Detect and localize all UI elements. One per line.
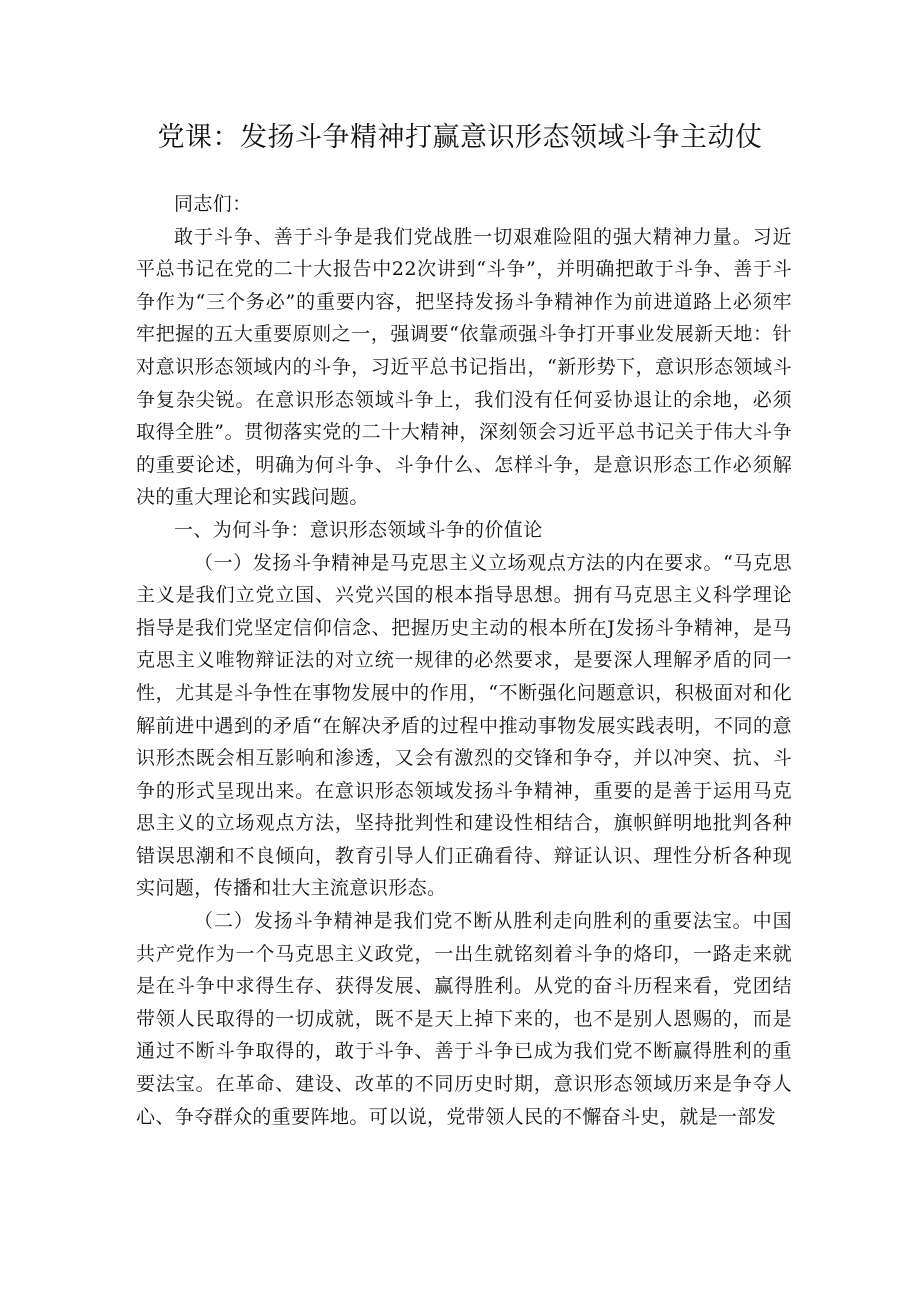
salutation: 同志们： bbox=[174, 193, 252, 215]
document-body bbox=[136, 188, 792, 1133]
paragraph-intro: 敢于斗争、善于斗争是我们党战胜一切艰难险阻的强大精神力量。习近平总书记在党的二十大报告中22次讲到“斗争”，并明确把敢于斗争、善于斗争作为“三个务必”的重要内容，把坚持发扬斗争精神作为前进道路上必须牢牢把握的五大重要原则之一，强调要“依靠顽强斗争打开事业发展新天地：针对意识形态领域内的斗争，习近平总书记指出，“新形势下，意识形态领域斗争复杂尖锐。在意识形态领域斗争上，我们没有任何妥协退让的余地，必须取得全胜”。贯彻落实党的二十大精神，深刻领会习近平总书记关于伟大斗争的重要论述，明确为何斗争、斗争什么、怎样斗争，是意识形态工作必须解决的重大理论和实践问题。 bbox=[136, 225, 792, 509]
paragraph-subsection-2: （二）发扬斗争精神是我们党不断从胜利走向胜利的重要法宝。中国共产党作为一个马克思主义政党，一出生就铭刻着斗争的烙印，一路走来就是在斗争中求得生存、获得发展、赢得胜利。从党的奋斗历程来看，党团结带领人民取得的一切成就，既不是天上掉下来的，也不是别人恩赐的，而是通过不断斗争取得的，敢于斗争、善于斗争已成为我们党不断赢得胜利的重要法宝。在革命、建设、改革的不同历史时期，意识形态领域历来是争夺人心、争夺群众的重要阵地。可以说，党带领人民的不懈奋斗史，就是一部发 bbox=[136, 910, 792, 1128]
paragraph-subsection-1: （一）发扬斗争精神是马克思主义立场观点方法的内在要求。“马克思主义是我们立党立国、兴党兴国的根本指导思想。拥有马克思主义科学理论指导是我们党坚定信仰信念、把握历史主动的根本所在J发扬斗争精神，是马克思主义唯物辩证法的对立统一规律的必然要求，是要深人理解矛盾的同一性，尤其是斗争性在事物发展中的作用，“不断强化问题意识，积极面对和化解前进中遇到的矛盾“在解决矛盾的过程中推动事物发展实践表明，不同的意识形杰既会相互影响和渗透，又会有激烈的交锋和争夺，并以冲突、抗、斗争的形式呈现出来。在意识形态领域发扬斗争精神，重要的是善于运用马克思主义的立场观点方法，坚持批判性和建设性相结合，旗帜鲜明地批判各种错误思潮和不良倾向，教育引导人们正确看待、辩证认识、理性分析各种现实问题，传播和壮大主流意识形态。 bbox=[136, 551, 792, 900]
section-heading-1: 一、为何斗争：意识形态领域斗争的价值论 bbox=[174, 518, 543, 541]
document-title: 党课：发扬斗争精神打赢意识形态领域斗争主动仗 bbox=[157, 122, 763, 153]
